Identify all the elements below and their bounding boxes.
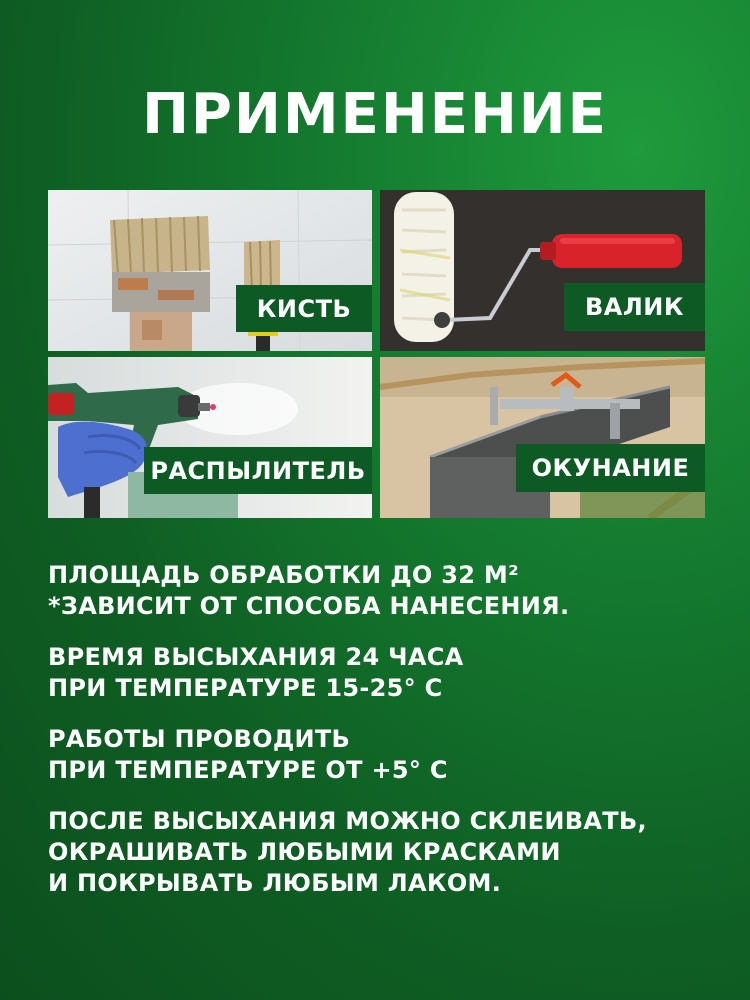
- method-label-spray: РАСПЫЛИТЕЛЬ: [144, 447, 372, 494]
- info-area-note: *ЗАВИСИТ ОТ СПОСОБА НАНЕСЕНИЯ.: [48, 592, 570, 620]
- info-after-line-2: ОКРАШИВАТЬ ЛЮБЫМИ КРАСКАМИ: [48, 838, 561, 866]
- method-label-brush: КИСТЬ: [236, 285, 372, 332]
- method-tile-spray: [48, 357, 372, 518]
- info-work-line: РАБОТЫ ПРОВОДИТЬ: [48, 725, 351, 753]
- info-after-block: [48, 806, 728, 899]
- method-tile-roller: [380, 190, 705, 351]
- info-work-block: [48, 724, 728, 786]
- dipping-photo: [380, 357, 705, 518]
- info-drying-block: [48, 642, 728, 704]
- info-area-line: ПЛОЩАДЬ ОБРАБОТКИ ДО 32 М²: [48, 561, 519, 589]
- info-work-temp: ПРИ ТЕМПЕРАТУРЕ ОТ +5° С: [48, 756, 448, 784]
- method-tile-brush: [48, 190, 372, 351]
- method-label-roller: ВАЛИК: [564, 283, 705, 331]
- info-drying-temp: ПРИ ТЕМПЕРАТУРЕ 15-25° С: [48, 674, 443, 702]
- info-after-line-1: ПОСЛЕ ВЫСЫХАНИЯ МОЖНО СКЛЕИВАТЬ,: [48, 807, 647, 835]
- info-drying-line: ВРЕМЯ ВЫСЫХАНИЯ 24 ЧАСА: [48, 643, 464, 671]
- method-label-dip: ОКУНАНИЕ: [516, 444, 705, 492]
- page-title: ПРИМЕНЕНИЕ: [142, 82, 608, 147]
- method-tile-dip: [380, 357, 705, 518]
- info-after-line-3: И ПОКРЫВАТЬ ЛЮБЫМ ЛАКОМ.: [48, 869, 502, 897]
- info-area-block: [48, 560, 728, 622]
